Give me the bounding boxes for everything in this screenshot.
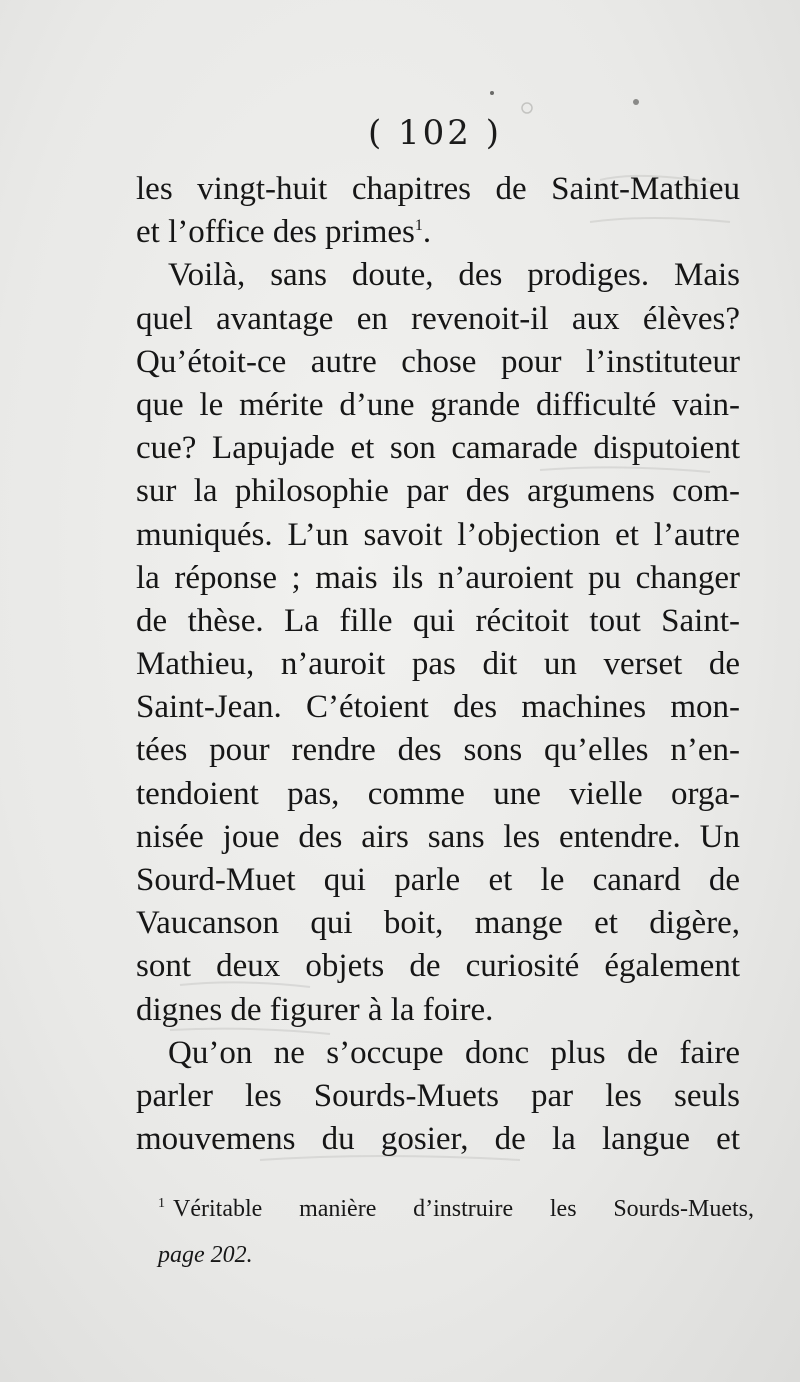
text-line-2-period: . [422, 214, 432, 251]
text-line-20: dignes de figurer à la foire. [136, 991, 494, 1028]
main-text [136, 168, 740, 1161]
text-line-21: Qu’on ne s’occupe donc plus de faire [168, 1034, 740, 1071]
text-line-3: Voilà, sans doute, des prodiges. Mais [168, 257, 740, 294]
text-line-23: mouvemens du gosier, de la langue et [136, 1121, 740, 1158]
text-line-22: parler les Sourds-Muets par les seuls [136, 1077, 740, 1114]
text-line-13: Saint-Jean. C’étoient des machines mon- [136, 689, 740, 726]
text-line-11: de thèse. La fille qui récitoit tout Saint- [136, 602, 740, 639]
text-line-18: Vaucanson qui boit, mange et digère, [136, 905, 740, 942]
footnote-line-1 [158, 1186, 754, 1232]
footnote-reference-mark: 1 [414, 217, 423, 235]
footnote-text: Véritable manière d’instruire les Sourds-Muets, [173, 1196, 754, 1222]
text-line-15: tendoient pas, comme une vielle orga- [136, 775, 740, 812]
text-line-12: Mathieu, n’auroit pas dit un verset de [136, 646, 740, 683]
text-line-5: Qu’étoit-ce autre chose pour l’instituteur [136, 343, 740, 380]
text-line-6: que le mérite d’une grande difficulté vain- [136, 386, 740, 423]
text-line-19: sont deux objets de curiosité également [136, 948, 740, 985]
text-line-8: sur la philosophie par des argumens com- [136, 473, 740, 510]
footnote-mark: 1 [158, 1196, 165, 1211]
footnote-page-reference: page 202. [158, 1242, 253, 1268]
text-line-7: cue? Lapujade et son camarade disputoient [136, 430, 740, 467]
text-line-1: les vingt-huit chapitres de Saint-Mathieu [136, 171, 740, 207]
text-line-16: nisée joue des airs sans les entendre. Un [136, 818, 740, 855]
text-line-14: tées pour rendre des sons qu’elles n’en- [136, 732, 740, 769]
text-line-9: muniqués. L’un savoit l’objection et l’autre [136, 516, 740, 553]
text-line-2 [136, 211, 740, 254]
footnote [158, 1186, 754, 1278]
text-line-10: la réponse ; mais ils n’auroient pu changer [136, 559, 740, 596]
text-line-17: Sourd-Muet qui parle et le canard de [136, 862, 740, 898]
text-line-2-content: et l’office des primes [136, 214, 415, 251]
text-line-4: quel avantage en revenoit-il aux élèves? [136, 300, 740, 337]
page-number: ( 102 ) [367, 113, 503, 153]
